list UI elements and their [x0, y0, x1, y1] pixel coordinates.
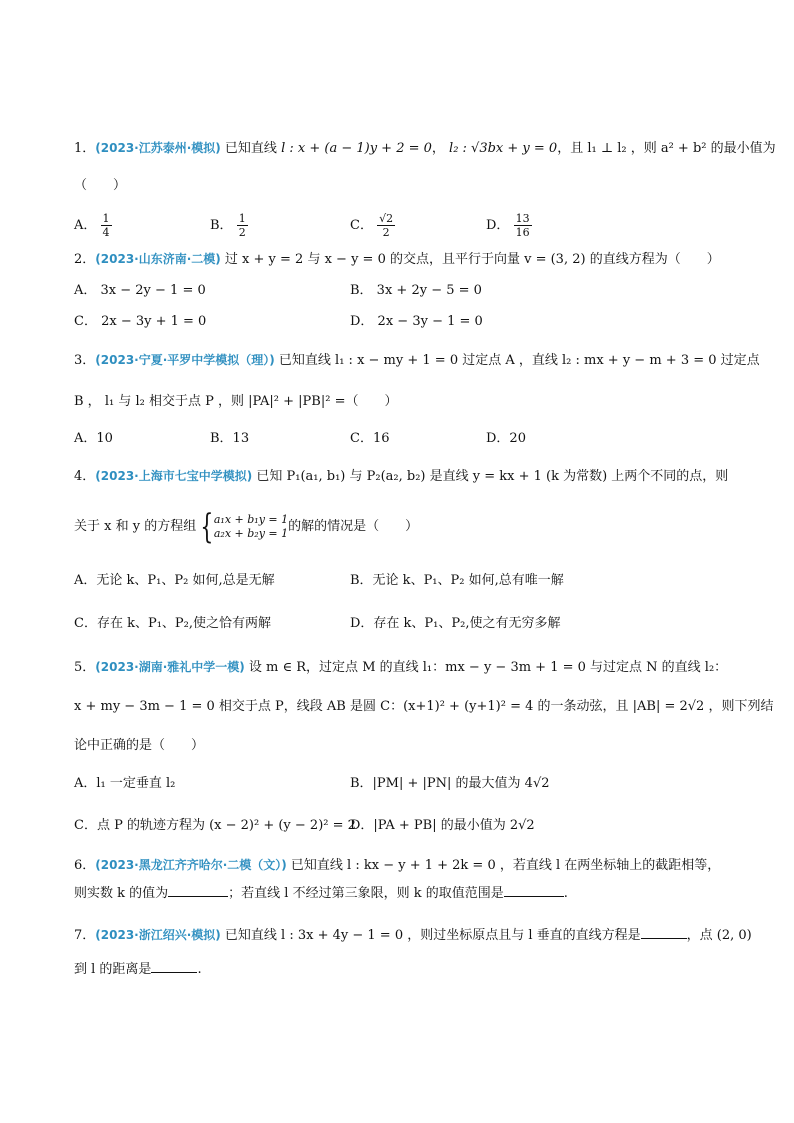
- option-d[interactable]: D．20: [486, 431, 526, 446]
- answer-blank[interactable]: [641, 926, 687, 939]
- option-b[interactable]: B．|PM| + |PN| 的最大值为 4√2: [350, 776, 550, 791]
- question-stem: 已知直线 l : 3x + 4y − 1 = 0 ，则过坐标原点且与 l 垂直的直线方程是: [224, 928, 641, 943]
- question-condition: ，且 l₁ ⊥ l₂ ，则 a² + b² 的最小值为: [557, 141, 776, 156]
- option-c[interactable]: C． 2x − 3y + 1 = 0: [74, 314, 207, 329]
- question-text: 的解的情况是（ ）: [288, 519, 419, 534]
- question-1-paren: （ ）: [74, 178, 127, 193]
- question-2: [74, 249, 724, 270]
- option-b[interactable]: B．无论 k、P₁、P₂ 如何,总有唯一解: [350, 573, 564, 588]
- question-number: 7．: [74, 928, 96, 943]
- fraction: [237, 212, 248, 239]
- question-7: [74, 925, 752, 946]
- denominator: 4: [102, 226, 110, 239]
- fraction: [514, 212, 532, 239]
- equation: a₁x + b₁y = 1: [213, 512, 289, 526]
- option-label: D．: [486, 218, 510, 233]
- question-5-line3: 论中正确的是（ ）: [74, 738, 205, 753]
- denominator: 2: [382, 226, 390, 239]
- option-c[interactable]: C．16: [350, 431, 390, 446]
- question-text: ；若直线 l 不经过第三象限，则 k 的取值范围是: [228, 886, 504, 901]
- question-text: 到 l 的距离是: [74, 962, 152, 977]
- question-source: (2023·江苏泰州·模拟): [95, 141, 221, 155]
- question-number: 2．: [74, 252, 96, 267]
- question-stem: 已知 P₁(a₁, b₁) 与 P₂(a₂, b₂) 是直线 y = kx + 1 (k 为常数) 上两个不同的点，则: [256, 469, 729, 484]
- option-b[interactable]: [210, 212, 248, 239]
- fraction: [377, 212, 395, 239]
- question-text: .: [563, 886, 568, 901]
- question-number: 3．: [74, 353, 96, 368]
- option-d[interactable]: D．|PA + PB| 的最小值为 2√2: [350, 818, 535, 833]
- option-d[interactable]: [486, 212, 532, 239]
- denominator: 16: [515, 226, 530, 239]
- option-label: C．: [350, 218, 373, 233]
- question-number: 4．: [74, 469, 96, 484]
- option-c[interactable]: C．点 P 的轨迹方程为 (x − 2)² + (y − 2)² = 2: [74, 818, 356, 833]
- denominator: 2: [238, 226, 246, 239]
- question-6: [74, 855, 724, 876]
- numerator: 1: [102, 212, 110, 225]
- question-stem: 过 x + y = 2 与 x − y = 0 的交点，且平行于向量 v = (3, 2) 的直线方程为（ ）: [224, 252, 720, 267]
- option-b[interactable]: B． 3x + 2y − 5 = 0: [350, 283, 482, 298]
- line-l2-equation: l₂ : √3bx + y = 0: [449, 141, 558, 156]
- fraction: [101, 212, 112, 239]
- question-stem: 已知直线: [224, 141, 277, 156]
- numerator: √2: [379, 212, 394, 225]
- option-a[interactable]: A． 3x − 2y − 1 = 0: [74, 283, 206, 298]
- option-a[interactable]: [74, 212, 112, 239]
- equation: a₂x + b₂y = 1: [213, 526, 289, 540]
- question-text: 关于 x 和 y 的方程组: [74, 519, 197, 534]
- option-d[interactable]: D．存在 k、P₁、P₂,使之有无穷多解: [350, 616, 561, 631]
- question-6-line2: [74, 884, 724, 904]
- numerator: 1: [238, 212, 246, 225]
- question-5-line2: x + my − 3m − 1 = 0 相交于点 P，线段 AB 是圆 C：(x+1)² + (y+1)² = 4 的一条动弦，且 |AB| = 2√2 ，则下列结: [74, 699, 774, 714]
- question-text: .: [197, 962, 202, 977]
- question-number: 5．: [74, 660, 96, 675]
- option-c[interactable]: [350, 212, 395, 239]
- question-number: 6．: [74, 858, 96, 873]
- answer-blank[interactable]: [504, 884, 564, 897]
- question-7-line2: [74, 960, 724, 980]
- question-source: (2023·上海市七宝中学模拟): [95, 469, 253, 483]
- numerator: 13: [515, 212, 530, 225]
- line-l-equation: l : x + (a − 1)y + 2 = 0: [281, 141, 432, 156]
- question-stem: 已知直线 l₁ : x − my + 1 = 0 过定点 A ，直线 l₂ : mx + y − m + 3 = 0 过定点: [278, 353, 760, 368]
- answer-blank[interactable]: [151, 960, 197, 973]
- question-source: (2023·宁夏·平罗中学模拟（理）): [95, 353, 275, 367]
- question-source: (2023·湖南·雅礼中学一模): [95, 660, 245, 674]
- answer-blank[interactable]: [168, 884, 228, 897]
- question-stem: 已知直线 l : kx − y + 1 + 2k = 0 ，若直线 l 在两坐标轴上的截距相等，: [290, 858, 721, 873]
- question-4: [74, 466, 729, 487]
- question-source: (2023·山东济南·二模): [95, 252, 221, 266]
- option-b[interactable]: B．13: [210, 431, 250, 446]
- question-source: (2023·浙江绍兴·模拟): [95, 928, 221, 942]
- question-text: ，点 (2, 0): [686, 928, 752, 943]
- option-label: B．: [210, 218, 233, 233]
- option-a[interactable]: A．10: [74, 431, 113, 446]
- equation-system: [214, 513, 288, 541]
- question-5: [74, 657, 728, 678]
- option-d[interactable]: D． 2x − 3y − 1 = 0: [350, 314, 483, 329]
- question-number: 1．: [74, 141, 96, 156]
- option-c[interactable]: C．存在 k、P₁、P₂,使之恰有两解: [74, 616, 272, 631]
- question-source: (2023·黑龙江齐齐哈尔·二模（文）): [95, 858, 287, 872]
- question-4-line2: [74, 507, 724, 547]
- option-a[interactable]: A．无论 k、P₁、P₂ 如何,总是无解: [74, 573, 275, 588]
- question-1: 1．(2023·江苏泰州·模拟) 已知直线 l : x + (a − 1)y + 2 = 0， l₂ : √3bx + y = 0，且 l₁ ⊥ l₂ ，则 a² + b² 的最小值为: [74, 141, 776, 156]
- question-stem: 设 m ∈ R，过定点 M 的直线 l₁：mx − y − 3m + 1 = 0 与过定点 N 的直线 l₂：: [248, 660, 728, 675]
- question-3: [74, 350, 760, 371]
- option-a[interactable]: A．l₁ 一定垂直 l₂: [74, 776, 176, 791]
- brace: {: [200, 506, 214, 547]
- question-3-line2: B ， l₁ 与 l₂ 相交于点 P ，则 |PA|² + |PB|² =（ ）: [74, 394, 398, 409]
- question-text: 则实数 k 的值为: [74, 886, 169, 901]
- option-label: A．: [74, 218, 97, 233]
